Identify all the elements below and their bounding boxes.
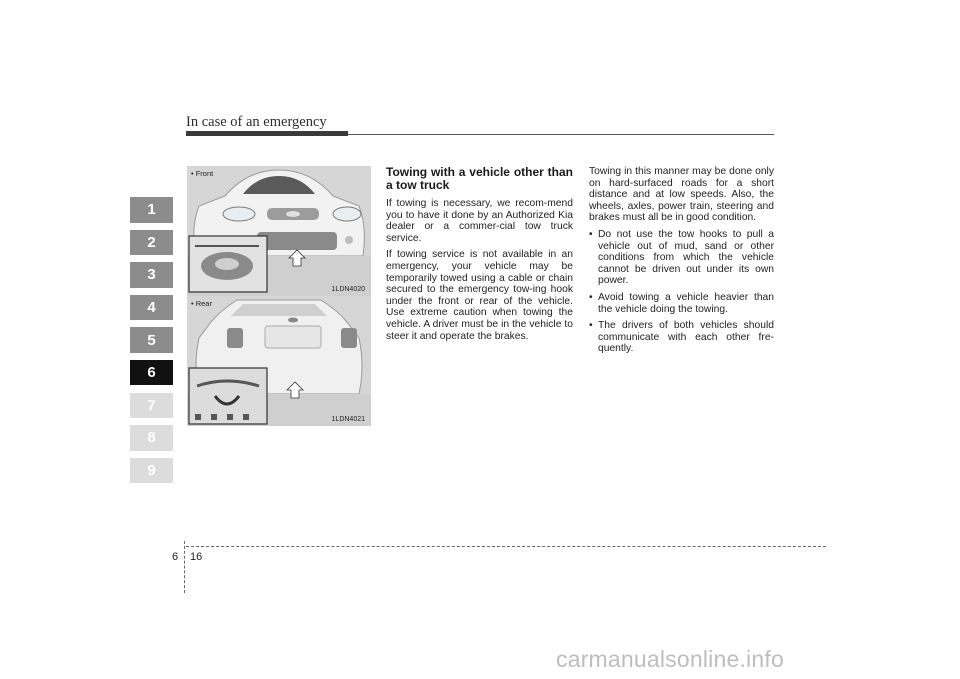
front-tow-hook-figure bbox=[187, 166, 371, 296]
rear-figure-label: • Rear bbox=[191, 299, 212, 308]
rear-car-illustration bbox=[187, 296, 371, 426]
rear-tow-hook-figure bbox=[187, 296, 371, 426]
bullet-icon: • bbox=[589, 228, 593, 240]
chapter-tab-3[interactable]: 3 bbox=[130, 262, 173, 288]
rear-figure-code: 1LDN4021 bbox=[331, 416, 365, 423]
footer-rule bbox=[186, 546, 826, 547]
paragraph-emergency-towing: If towing service is not available in an emergency, your vehicle may be temporarily towed using a cable or chain secured to the emergency tow-ing hook under the front or rear of the vehicle. Use extreme caution when towing the vehicle. A driver must be in the vehicle to steer it and operate the brakes. bbox=[386, 249, 573, 342]
list-item: • Do not use the tow hooks to pull a vehicle out of mud, sand or other conditions from which the vehicle cannot be driven out under its own power. bbox=[589, 228, 774, 287]
chapter-tab-4[interactable]: 4 bbox=[130, 295, 173, 321]
chapter-tabs bbox=[130, 197, 173, 490]
list-item: • The drivers of both vehicles should communicate with each other fre-quently. bbox=[589, 320, 774, 355]
paragraph-intro: If towing is necessary, we recom-mend you to have it done by an Authorized Kia dealer or a commer-cial tow truck service. bbox=[386, 198, 573, 244]
footer-divider bbox=[184, 541, 185, 593]
footer-page-number: 16 bbox=[190, 551, 203, 563]
footer-chapter-number: 6 bbox=[172, 551, 179, 563]
caution-list bbox=[589, 229, 774, 355]
chapter-tab-9[interactable]: 9 bbox=[130, 458, 173, 484]
front-figure-label: • Front bbox=[191, 169, 214, 178]
chapter-tab-8[interactable]: 8 bbox=[130, 425, 173, 451]
text-column-1 bbox=[386, 166, 573, 347]
chapter-tab-2[interactable]: 2 bbox=[130, 230, 173, 256]
chapter-tab-6[interactable]: 6 bbox=[130, 360, 173, 386]
chapter-tab-1[interactable]: 1 bbox=[130, 197, 173, 223]
watermark: carmanualsonline.info bbox=[556, 646, 784, 672]
header-title: In case of an emergency bbox=[186, 114, 327, 130]
bullet-icon: • bbox=[589, 291, 593, 303]
chapter-tab-5[interactable]: 5 bbox=[130, 327, 173, 353]
list-item: • Avoid towing a vehicle heavier than the vehicle doing the towing. bbox=[589, 291, 774, 315]
section-title: Towing with a vehicle other than a tow truck bbox=[386, 165, 573, 192]
header-rule-dark bbox=[186, 131, 348, 136]
header-rule bbox=[348, 134, 774, 135]
front-car-illustration bbox=[187, 166, 371, 296]
text-column-2 bbox=[589, 166, 774, 360]
front-figure-code: 1LDN4020 bbox=[331, 286, 365, 293]
chapter-tab-7[interactable]: 7 bbox=[130, 393, 173, 419]
paragraph-road-conditions: Towing in this manner may be done only on hard-surfaced roads for a short distance and at low speeds. Also, the wheels, axles, power train, steering and brakes must all be in good condition. bbox=[589, 166, 774, 224]
bullet-icon: • bbox=[589, 320, 593, 332]
